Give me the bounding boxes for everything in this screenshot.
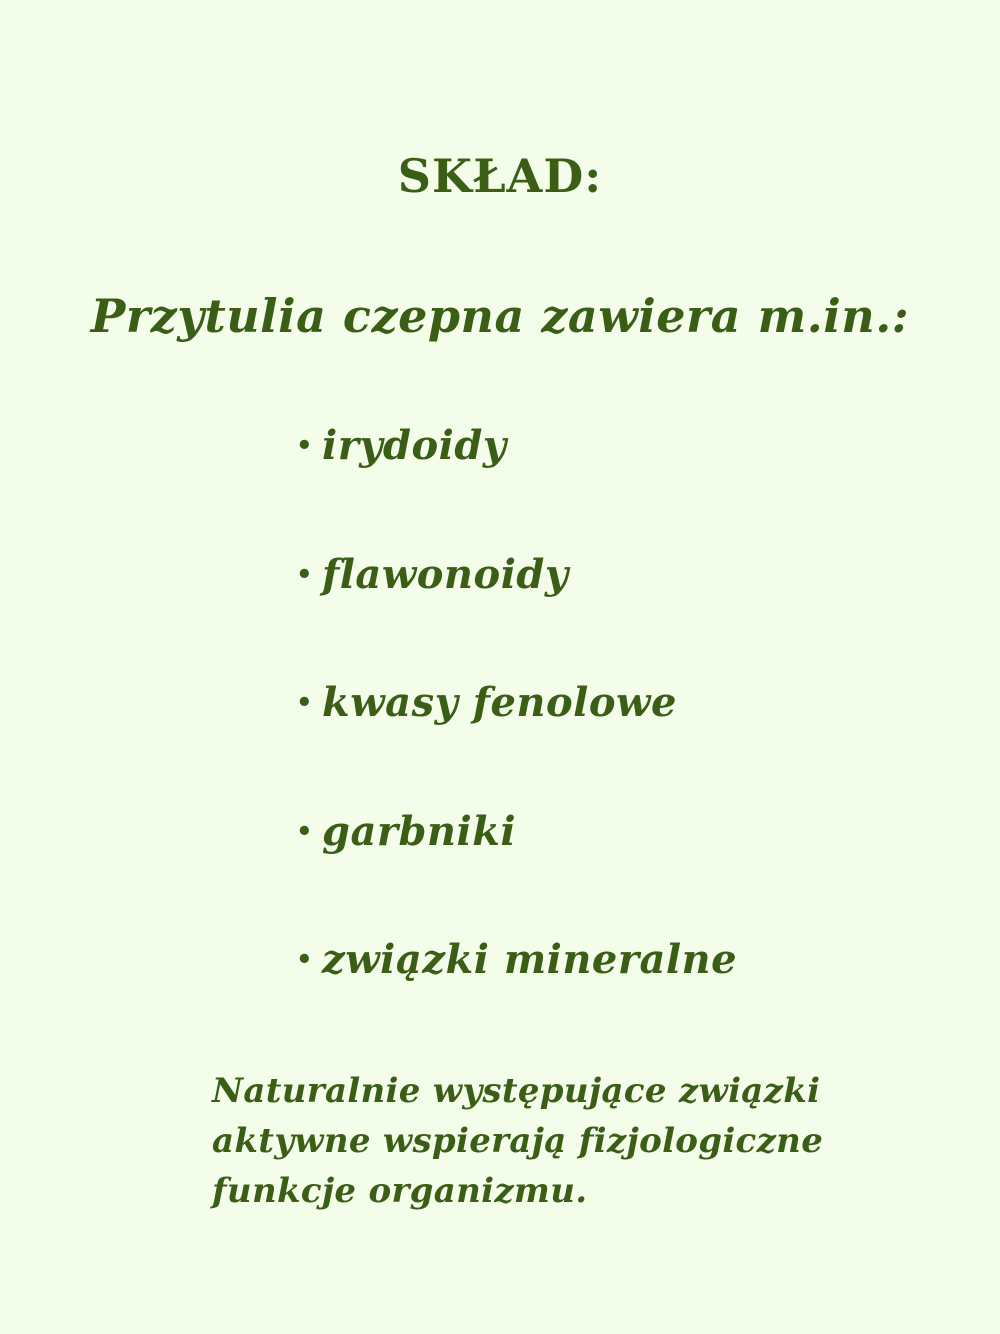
ingredient-item <box>296 930 737 1059</box>
ingredient-item <box>296 545 737 674</box>
bullet-icon: • <box>296 559 314 590</box>
ingredient-item <box>296 416 737 545</box>
note-line: aktywne wspierają fizjologiczne <box>212 1121 824 1161</box>
info-note <box>212 1066 852 1216</box>
ingredients-list <box>296 416 737 1059</box>
ingredients-intro: Przytulia czepna zawiera m.in.: <box>90 289 910 343</box>
note-line: funkcje organizmu. <box>212 1171 588 1211</box>
bullet-icon: • <box>296 816 314 847</box>
bullet-icon: • <box>296 688 314 718</box>
note-line: Naturalnie występujące związki <box>212 1071 821 1111</box>
ingredient-label: irydoidy <box>322 422 507 469</box>
ingredient-label: flawonoidy <box>322 550 569 598</box>
ingredient-item <box>296 673 737 802</box>
ingredient-label: związki mineralne <box>322 936 738 983</box>
bullet-icon: • <box>296 945 314 975</box>
ingredient-label: kwasy fenolowe <box>322 679 677 726</box>
page-title: SKŁAD: <box>397 149 603 203</box>
bullet-icon: • <box>296 431 314 461</box>
ingredient-label: garbniki <box>322 807 517 855</box>
ingredient-item <box>296 802 737 931</box>
